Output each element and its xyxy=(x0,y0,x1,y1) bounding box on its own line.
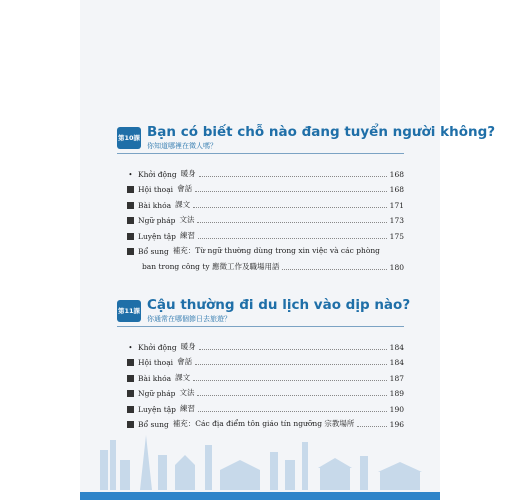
square-icon xyxy=(127,406,134,413)
toc-entry-label: Ngữ pháp xyxy=(138,216,176,225)
city-skyline-illustration xyxy=(80,430,440,490)
lesson-11-section xyxy=(117,297,411,429)
toc-entry-label: Khởi động xyxy=(138,169,177,179)
toc-entry[interactable] xyxy=(127,336,404,352)
toc-entry-subtitle: 補充：Các địa điểm tôn giáo tín ngưỡng 宗教場所 xyxy=(172,419,355,428)
page-number: 184 xyxy=(389,358,404,367)
page-number: 190 xyxy=(389,404,404,414)
square-icon xyxy=(127,202,134,209)
header-divider xyxy=(117,326,404,327)
toc-entry-subtitle: 課文 xyxy=(175,372,191,382)
lesson-header xyxy=(117,297,411,328)
page-number: 196 xyxy=(389,420,404,429)
page-number: 180 xyxy=(389,262,404,272)
page-number: 173 xyxy=(389,216,404,225)
toc-entry-label: Ngữ pháp xyxy=(138,389,176,398)
lesson-title: Bạn có biết chỗ nào đang tuyển người không? xyxy=(147,124,496,140)
bullet-icon: • xyxy=(128,170,133,179)
toc-entry-label: Bài khóa xyxy=(138,200,172,210)
toc-entry-subtitle: 暖身 xyxy=(180,168,196,178)
toc-entry[interactable] xyxy=(127,179,404,195)
square-icon xyxy=(127,359,134,366)
dot-leader xyxy=(198,238,387,239)
page-number: 168 xyxy=(389,185,404,194)
header-divider xyxy=(117,153,404,154)
lesson-subtitle: 你通常在哪個節日去旅遊？ xyxy=(147,315,231,323)
dot-leader xyxy=(282,269,386,270)
dot-leader xyxy=(198,411,387,412)
toc-entry-subtitle: 文法 xyxy=(179,215,195,224)
dot-leader xyxy=(193,207,387,208)
toc-entry[interactable] xyxy=(127,241,404,257)
page-number: 187 xyxy=(389,373,404,383)
toc-entry-subtitle: 暖身 xyxy=(180,341,196,351)
dot-leader xyxy=(199,176,387,177)
toc-entry-label: Hội thoại xyxy=(138,358,174,367)
toc-entry-label: Bài khóa xyxy=(138,373,172,383)
toc-entry-subtitle: 會話 xyxy=(177,184,193,193)
toc-entry-subtitle: ban trong công ty 應徵工作及職場用語 xyxy=(142,261,280,271)
toc-entry-subtitle: 練習 xyxy=(180,230,195,240)
toc-list xyxy=(127,336,404,429)
toc-entry[interactable] xyxy=(127,210,404,226)
toc-entry-subtitle: 會話 xyxy=(177,357,193,366)
toc-entry-label: Bổ sung xyxy=(138,420,169,429)
dot-leader xyxy=(195,191,387,192)
square-icon xyxy=(127,233,134,240)
square-icon xyxy=(127,390,134,397)
page-bottom-bar xyxy=(80,492,440,500)
toc-entry-label: Luyện tập xyxy=(138,231,176,241)
toc-entry[interactable] xyxy=(127,383,404,399)
page-number: 175 xyxy=(389,231,404,241)
lesson-badge: 第10課 xyxy=(117,127,141,149)
toc-entry[interactable] xyxy=(127,163,404,179)
toc-entry-label: Hội thoại xyxy=(138,185,174,194)
square-icon xyxy=(127,375,134,382)
toc-entry[interactable] xyxy=(127,194,404,210)
bullet-icon: • xyxy=(128,343,133,352)
lesson-10-section xyxy=(117,124,496,272)
page-number: 171 xyxy=(389,200,404,210)
toc-entry[interactable] xyxy=(127,352,404,368)
page-number: 184 xyxy=(389,342,404,352)
toc-entry[interactable] xyxy=(127,225,404,241)
toc-entry-subtitle: 補充：Từ ngữ thường dùng trong xin việc và các phòng xyxy=(172,246,380,255)
page-number: 168 xyxy=(389,169,404,179)
toc-entry-subtitle: 練習 xyxy=(180,403,195,413)
dot-leader xyxy=(199,349,387,350)
lesson-badge: 第11課 xyxy=(117,300,141,322)
dot-leader xyxy=(357,426,386,427)
page-number: 189 xyxy=(389,389,404,398)
toc-entry[interactable] xyxy=(127,367,404,383)
toc-entry-subtitle: 文法 xyxy=(179,388,195,397)
lesson-subtitle: 你知道哪裡在徵人嗎？ xyxy=(147,142,217,150)
dot-leader xyxy=(197,222,386,223)
toc-entry-label: Bổ sung xyxy=(138,247,169,256)
dot-leader xyxy=(193,380,387,381)
square-icon xyxy=(127,217,134,224)
toc-entry-label: Khởi động xyxy=(138,342,177,352)
dot-leader xyxy=(197,395,386,396)
toc-list xyxy=(127,163,404,272)
toc-entry[interactable] xyxy=(127,414,404,430)
lesson-title: Cậu thường đi du lịch vào dịp nào? xyxy=(147,297,411,313)
square-icon xyxy=(127,421,134,428)
toc-entry[interactable] xyxy=(127,256,404,272)
toc-entry-label: Luyện tập xyxy=(138,404,176,414)
square-icon xyxy=(127,186,134,193)
dot-leader xyxy=(195,364,387,365)
toc-entry[interactable] xyxy=(127,398,404,414)
square-icon xyxy=(127,248,134,255)
lesson-header xyxy=(117,124,496,155)
toc-entry-subtitle: 課文 xyxy=(175,199,191,209)
